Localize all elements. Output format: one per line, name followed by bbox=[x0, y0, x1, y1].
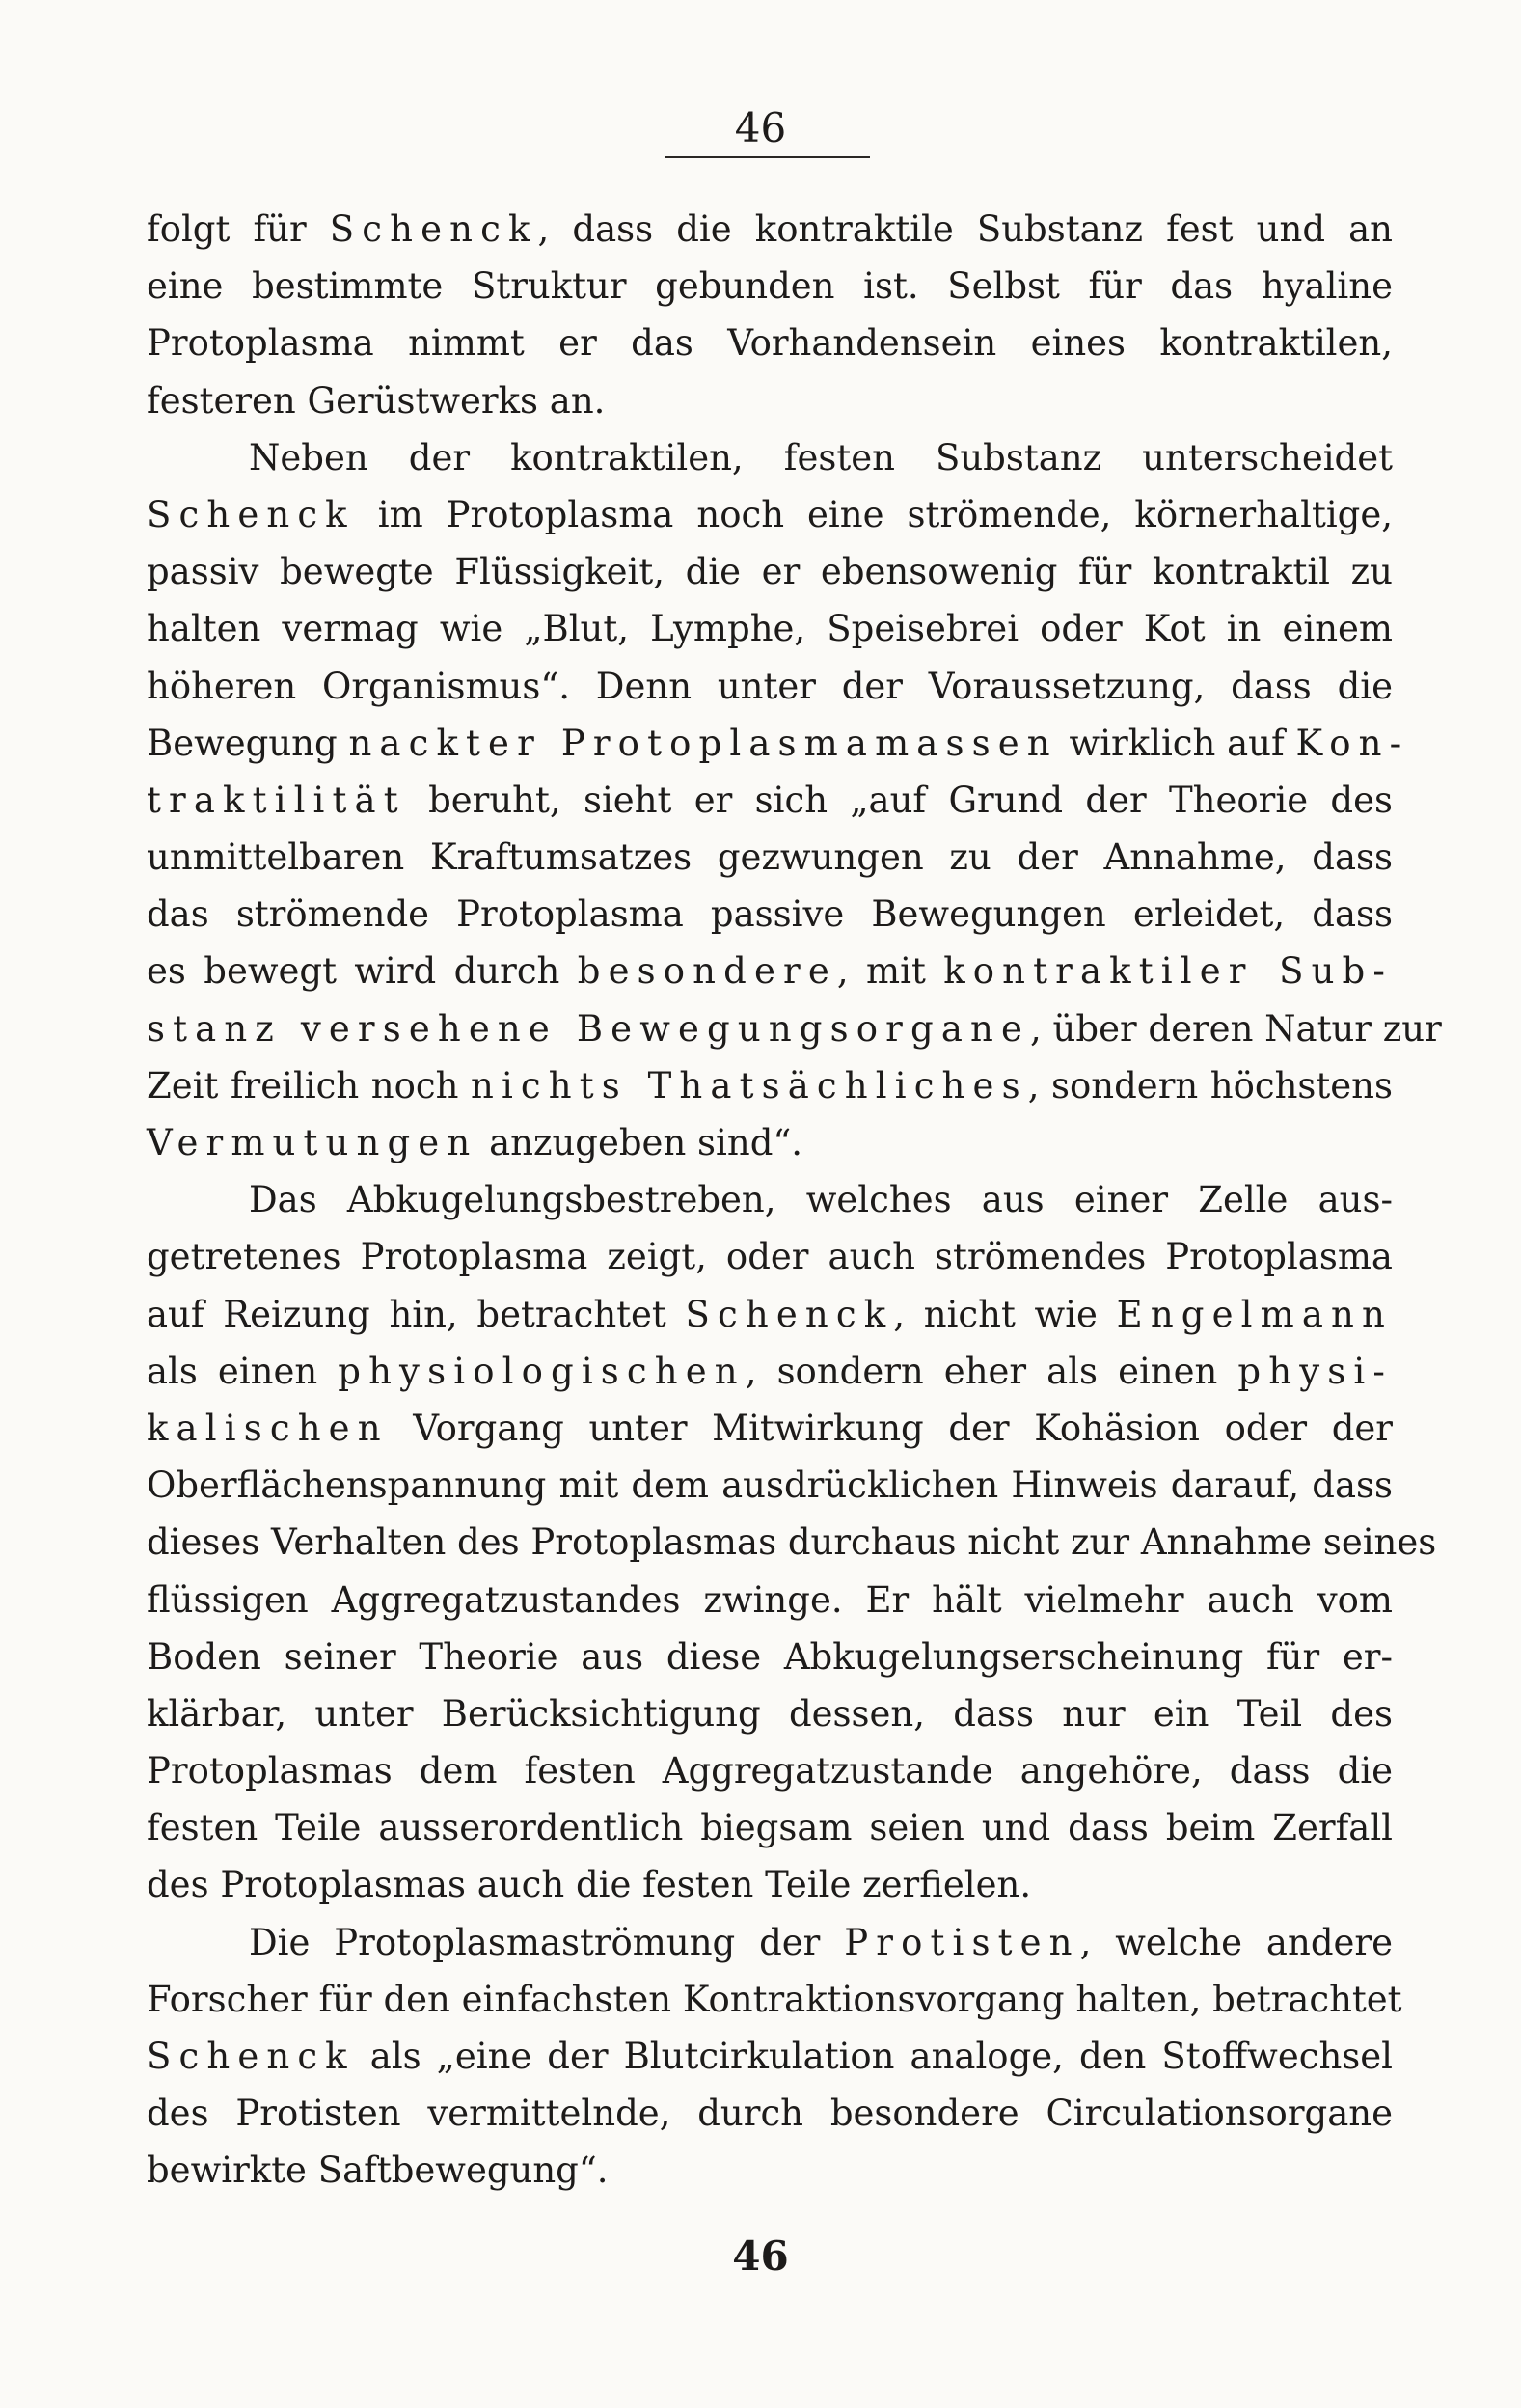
text-line bbox=[147, 1400, 1393, 1457]
text-line bbox=[147, 1286, 1393, 1343]
text-run: Protoplasma nimmt er das Vorhandensein eines kontraktilen, bbox=[147, 322, 1393, 365]
text-run: folgt für bbox=[147, 208, 330, 250]
text-line bbox=[147, 600, 1393, 657]
text-run: , sondern eher als einen bbox=[745, 1350, 1238, 1392]
text-line bbox=[147, 715, 1410, 772]
text-line bbox=[147, 315, 1393, 371]
spaced-emphasis: Schenck bbox=[329, 208, 538, 250]
text-run: als einen bbox=[147, 1350, 339, 1392]
text-line bbox=[147, 772, 1393, 829]
text-line bbox=[147, 1457, 1393, 1514]
text-run: als „eine der Blutcirkulation analoge, den Stoffwechsel bbox=[354, 2036, 1393, 2077]
text-line bbox=[147, 886, 1393, 943]
text-run: anzugeben sind“. bbox=[477, 1122, 803, 1163]
text-run: Protoplasmas dem festen Aggregatzustande angehöre, dass die bbox=[147, 1750, 1393, 1792]
text-run: dieses Verhalten des Protoplasmas durchaus nicht zur Annahme seines bbox=[147, 1521, 1437, 1564]
spaced-emphasis: nackter Protoplasmamassen bbox=[348, 722, 1058, 764]
text-run: Vorgang unter Mitwirkung der Kohäsion oder der bbox=[388, 1407, 1393, 1449]
text-line bbox=[147, 1171, 1393, 1228]
text-run: , mit bbox=[836, 950, 944, 993]
spaced-emphasis: physi- bbox=[1237, 1350, 1393, 1392]
text-line bbox=[147, 1000, 1442, 1057]
text-line bbox=[147, 1228, 1393, 1285]
header-rule bbox=[665, 156, 870, 158]
text-run: Das Abkugelungsbestreben, welches aus einer Zelle aus- bbox=[249, 1179, 1393, 1221]
text-line bbox=[147, 1343, 1393, 1400]
text-run: , nicht wie bbox=[893, 1293, 1117, 1335]
text-line bbox=[147, 1685, 1393, 1742]
text-line bbox=[147, 943, 1393, 999]
text-run: Zeit freilich noch bbox=[147, 1064, 471, 1107]
text-run: Forscher für den einfachsten Kontraktionsvorgang halten, betrachtet bbox=[147, 1978, 1402, 2020]
text-line bbox=[147, 1628, 1393, 1685]
text-run: festeren Gerüstwerks an. bbox=[147, 379, 606, 422]
spaced-emphasis: besondere bbox=[577, 950, 837, 993]
text-run: des Protoplasmas auch die festen Teile zerfielen. bbox=[147, 1864, 1032, 1906]
text-run: klärbar, unter Berücksichtigung dessen, dass nur ein Teil des bbox=[147, 1692, 1393, 1735]
text-run: des Protisten vermittelnde, durch besondere Circulationsorgane bbox=[147, 2093, 1393, 2135]
text-run: , dass die kontraktile Substanz fest und an bbox=[537, 208, 1394, 250]
text-run: Bewegung bbox=[147, 722, 349, 764]
text-run: Boden seiner Theorie aus diese Abkugelungserscheinung für er- bbox=[147, 1635, 1393, 1678]
text-line bbox=[147, 1572, 1393, 1628]
spaced-emphasis: physiologischen bbox=[338, 1350, 746, 1392]
text-run: unmittelbaren Kraftumsatzes gezwungen zu der Annahme, dass bbox=[147, 836, 1393, 879]
text-line bbox=[147, 429, 1393, 486]
text-line bbox=[147, 1742, 1393, 1799]
text-line bbox=[147, 658, 1393, 715]
text-run: flüssigen Aggregatzustandes zwinge. Er hält vielmehr auch vom bbox=[147, 1578, 1393, 1621]
spaced-emphasis: kontraktiler Sub- bbox=[943, 950, 1394, 993]
text-line bbox=[147, 1514, 1437, 1571]
text-run: das strömende Protoplasma passive Bewegungen erleidet, dass bbox=[147, 893, 1393, 936]
text-run: halten vermag wie „Blut, Lymphe, Speisebrei oder Kot in einem bbox=[147, 608, 1393, 650]
spaced-emphasis: Kon- bbox=[1295, 722, 1410, 764]
page-number-bottom: 46 bbox=[732, 2232, 789, 2280]
text-run: Neben der kontraktilen, festen Substanz unterscheidet bbox=[249, 436, 1393, 479]
text-line bbox=[147, 486, 1393, 543]
body-text bbox=[147, 201, 1442, 2200]
spaced-emphasis: kalischen bbox=[147, 1407, 389, 1449]
page-number-top: 46 bbox=[734, 104, 787, 151]
spaced-emphasis: Schenck bbox=[147, 493, 355, 535]
text-line bbox=[147, 2028, 1393, 2085]
spaced-emphasis: Engelmann bbox=[1116, 1293, 1393, 1335]
text-line bbox=[147, 1114, 1393, 1171]
text-run: im Protoplasma noch eine strömende, körnerhaltige, bbox=[354, 493, 1393, 535]
text-run: , über deren Natur zur bbox=[1030, 1007, 1442, 1050]
text-line bbox=[147, 2085, 1393, 2142]
spaced-emphasis: Protisten bbox=[844, 1921, 1080, 1963]
spaced-emphasis: Schenck bbox=[147, 2036, 355, 2077]
text-run: festen Teile ausserordentlich biegsam seien und dass beim Zerfall bbox=[147, 1807, 1393, 1849]
text-run: höheren Organismus“. Denn unter der Voraussetzung, dass die bbox=[147, 665, 1393, 707]
text-run: es bewegt wird durch bbox=[147, 950, 578, 993]
text-line bbox=[147, 1856, 1393, 1913]
text-run: bewirkte Saftbewegung“. bbox=[147, 2149, 609, 2192]
text-run: , welche andere bbox=[1079, 1921, 1393, 1963]
text-line bbox=[147, 2142, 1393, 2199]
text-run: eine bestimmte Struktur gebunden ist. Selbst für das hyaline bbox=[147, 265, 1393, 308]
text-line bbox=[147, 1057, 1393, 1114]
text-line bbox=[147, 201, 1393, 258]
text-line bbox=[147, 1799, 1393, 1856]
text-line bbox=[147, 543, 1393, 600]
text-line bbox=[147, 829, 1393, 886]
spaced-emphasis: Schenck bbox=[685, 1293, 894, 1335]
spaced-emphasis: stanz versehene Bewegungsorgane bbox=[147, 1007, 1031, 1050]
text-run: Oberflächenspannung mit dem ausdrücklichen Hinweis darauf, dass bbox=[147, 1464, 1393, 1507]
text-line bbox=[147, 372, 1393, 429]
text-run: , sondern höchstens bbox=[1027, 1064, 1394, 1107]
text-run: beruht, sieht er sich „auf Grund der Theorie des bbox=[405, 779, 1393, 821]
text-line bbox=[147, 1914, 1393, 1971]
text-run: auf Reizung hin, betrachtet bbox=[147, 1293, 686, 1335]
spaced-emphasis: Vermutungen bbox=[147, 1122, 478, 1163]
text-run: Die Protoplasmaströmung der bbox=[249, 1921, 845, 1963]
text-line bbox=[147, 258, 1393, 315]
text-run: passiv bewegte Flüssigkeit, die er ebensowenig für kontraktil zu bbox=[147, 551, 1393, 593]
text-line bbox=[147, 1971, 1402, 2028]
spaced-emphasis: traktilität bbox=[147, 779, 406, 821]
text-run: wirklich auf bbox=[1057, 722, 1296, 764]
spaced-emphasis: nichts Thatsächliches bbox=[470, 1064, 1028, 1107]
text-run: getretenes Protoplasma zeigt, oder auch strömendes Protoplasma bbox=[147, 1236, 1393, 1278]
